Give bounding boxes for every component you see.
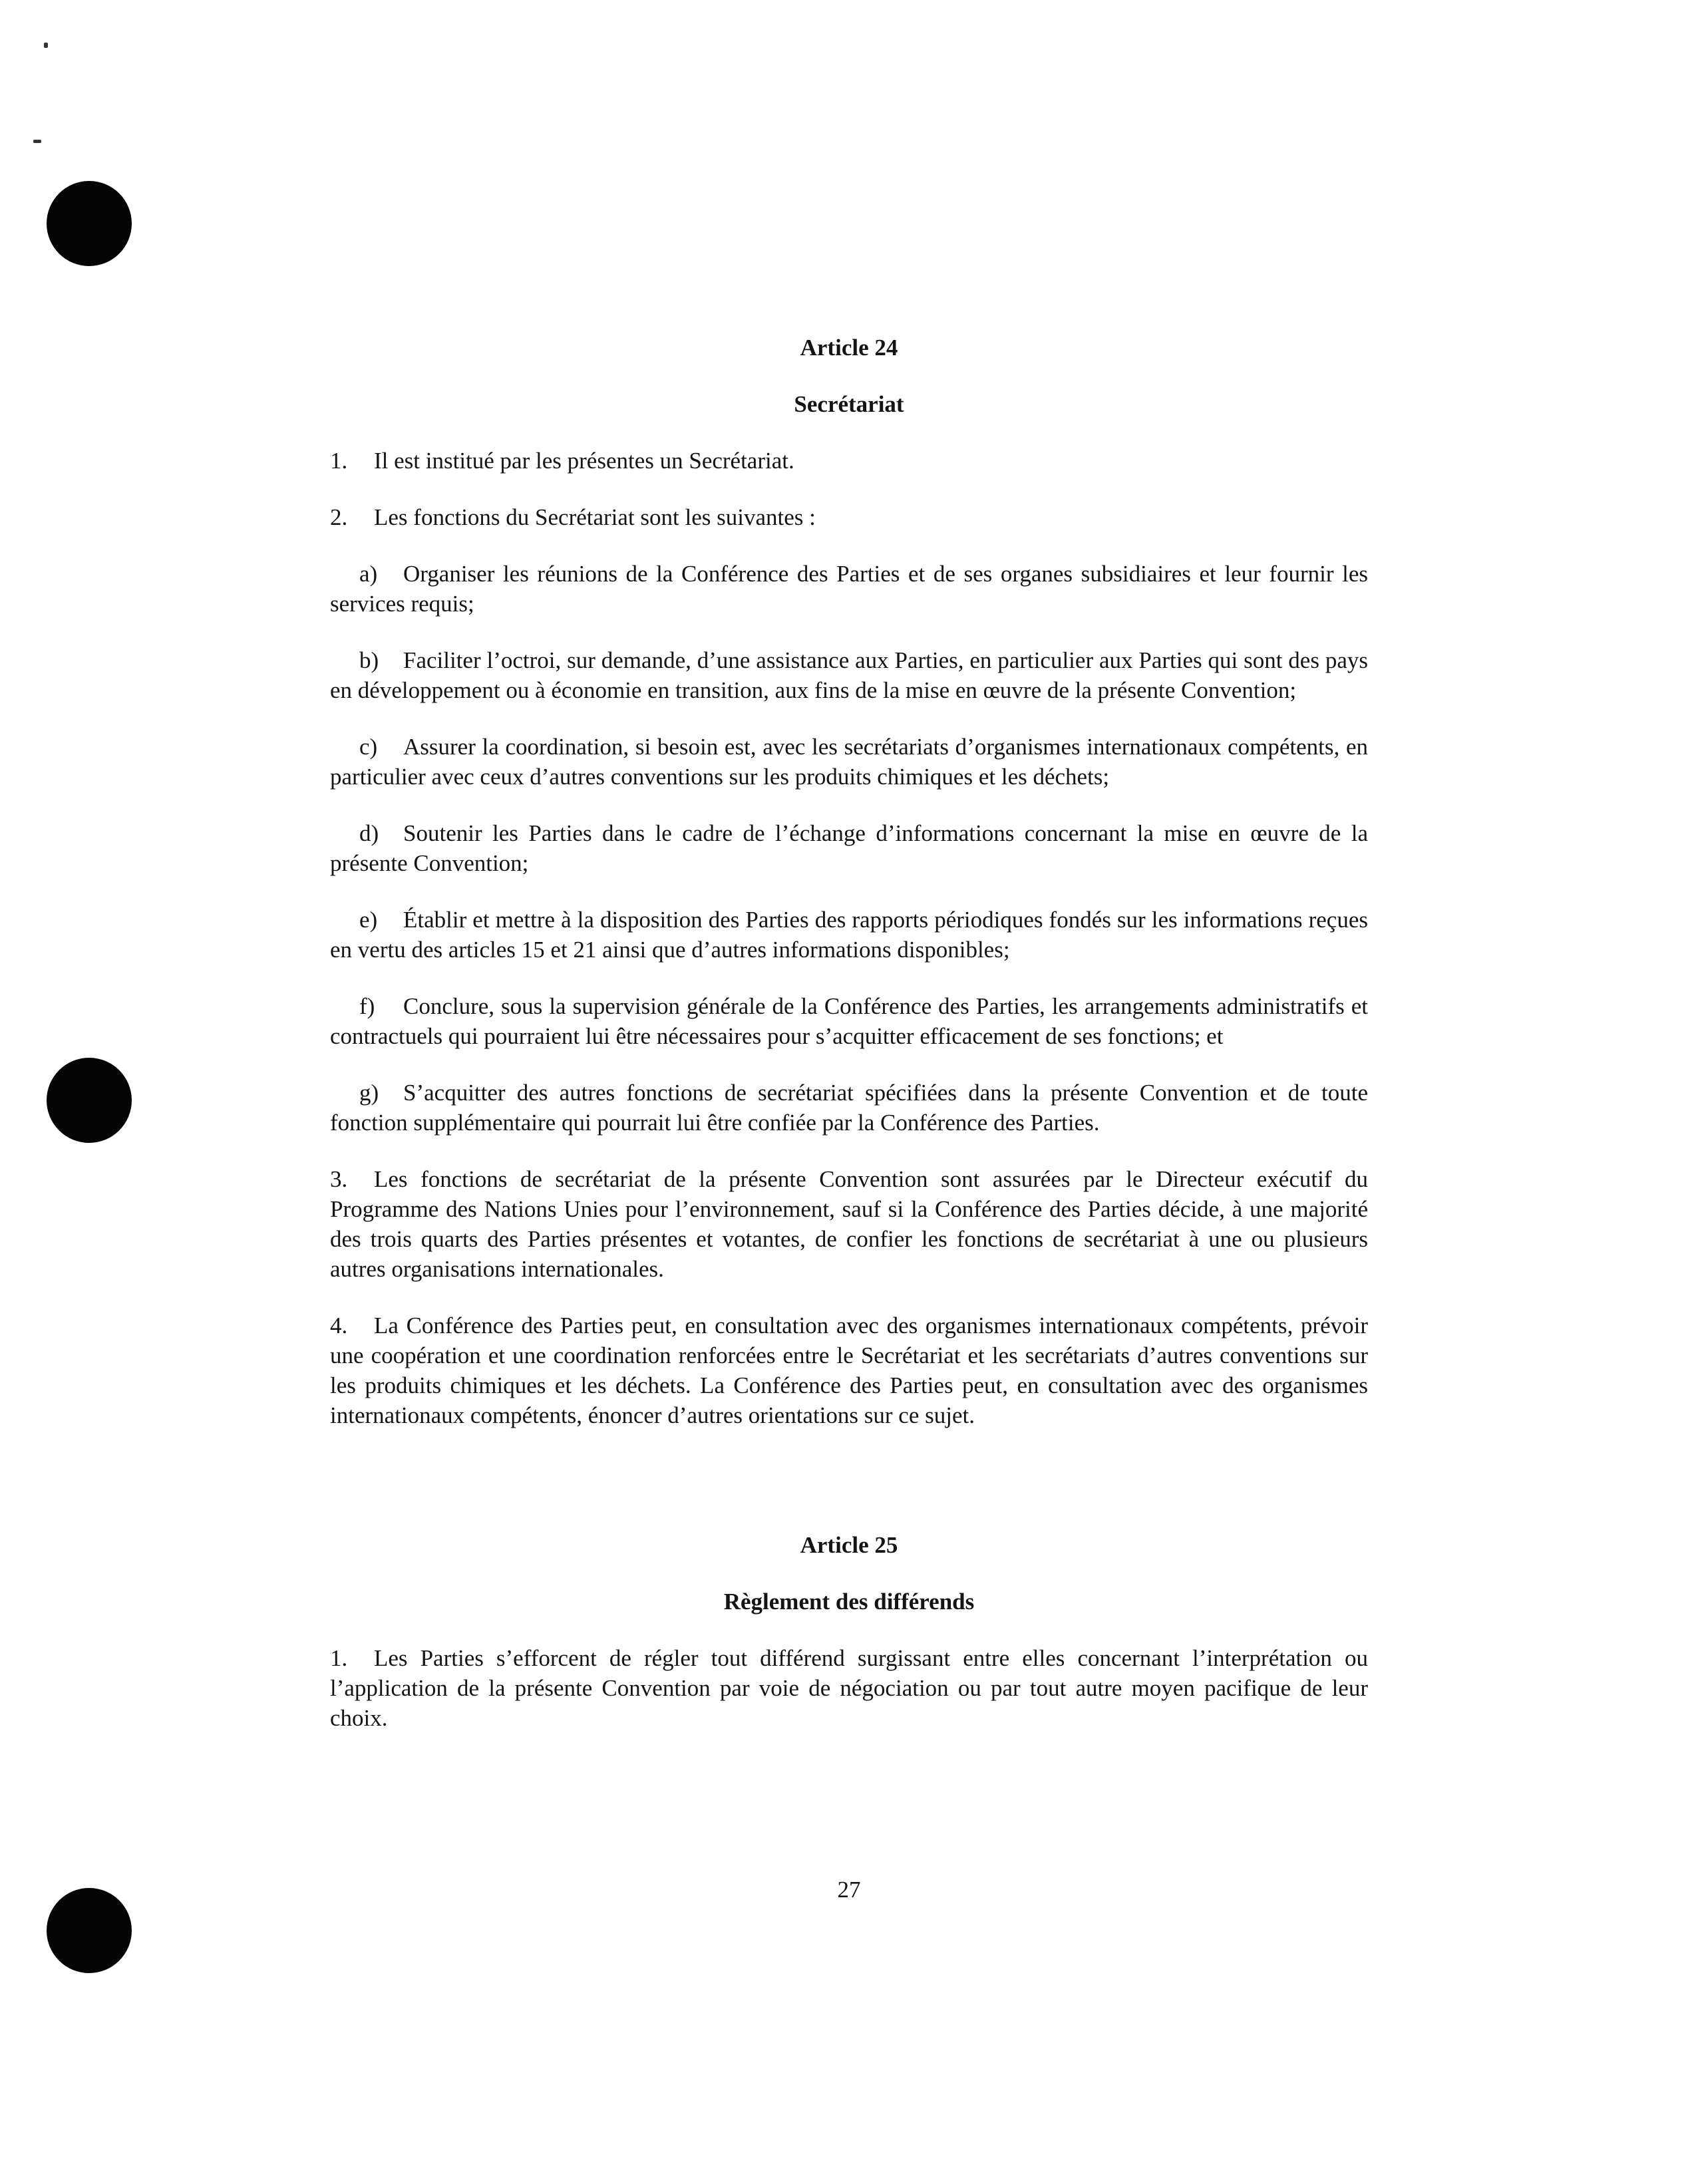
article-24-paragraph-3: 3. Les fonctions de secrétariat de la présente Convention sont assurées par le Directeur exécutif du Programme des Nations Unies pour l’environnement, sauf si la Conférence des Parties décide, à une majorité des trois quarts des Parties présentes et votantes, de confier les fonctions de secrétariat à une ou plusieurs autres organisations internationales. <box>330 1166 1368 1282</box>
page-number: 27 <box>837 1877 861 1903</box>
article-24-title: Secrétariat <box>794 391 904 417</box>
scan-speck <box>33 140 41 143</box>
punch-hole-top <box>47 181 132 266</box>
article-24-paragraph-1: 1. Il est institué par les présentes un Secrétariat. <box>330 448 794 474</box>
article-spacer <box>330 1457 1368 1530</box>
punch-hole-middle <box>47 1058 132 1143</box>
article-24-paragraph-2: 2. Les fonctions du Secrétariat sont les suivantes : <box>330 504 816 530</box>
article-24-item-g: g) S’acquitter des autres fonctions de secrétariat spécifiées dans la présente Convention et de toute fonction supplémentaire qui pourrait lui être confiée par la Conférence des Parties. <box>330 1080 1368 1136</box>
article-24-item-a: a) Organiser les réunions de la Conférence des Parties et de ses organes subsidiaires et leur fournir les services requis; <box>330 561 1368 617</box>
article-24-item-d: d) Soutenir les Parties dans le cadre de l’échange d’informations concernant la mise en œuvre de la présente Convention; <box>330 820 1368 876</box>
article-24-item-f: f) Conclure, sous la supervision générale de la Conférence des Parties, les arrangements administratifs et contractuels qui pourraient lui être nécessaires pour s’acquitter efficacement de ses fonctions; et <box>330 993 1368 1049</box>
article-24-item-c: c) Assurer la coordination, si besoin est, avec les secrétariats d’organismes internationaux compétents, en particulier avec ceux d’autres conventions sur les produits chimiques et les déchets; <box>330 734 1368 790</box>
article-24-number: Article 24 <box>800 335 898 361</box>
article-24-item-e: e) Établir et mettre à la disposition des Parties des rapports périodiques fondés sur les informations reçues en vertu des articles 15 et 21 ainsi que d’autres informations disponibles; <box>330 907 1368 963</box>
article-25-paragraph-1: 1. Les Parties s’efforcent de régler tout différend surgissant entre elles concernant l’interprétation ou l’application de la présente Convention par voie de négociation ou par tout autre moyen pacifique de leur choix. <box>330 1645 1368 1731</box>
article-24-item-b: b) Faciliter l’octroi, sur demande, d’une assistance aux Parties, en particulier aux Parties qui sont des pays en développement ou à économie en transition, aux fins de la mise en œuvre de la présente Convention; <box>330 647 1368 703</box>
article-25-title: Règlement des différends <box>723 1589 975 1615</box>
scan-speck <box>44 43 48 48</box>
article-25-number: Article 25 <box>800 1532 898 1558</box>
article-24-paragraph-4: 4. La Conférence des Parties peut, en consultation avec des organismes internationaux compétents, prévoir une coopération et une coordination renforcées entre le Secrétariat et les secrétariats d’autres conventions sur les produits chimiques et les déchets. La Conférence des Parties peut, en consultation avec des organismes internationaux compétents, énoncer d’autres orientations sur ce sujet. <box>330 1313 1368 1428</box>
document-body <box>330 333 1368 1760</box>
